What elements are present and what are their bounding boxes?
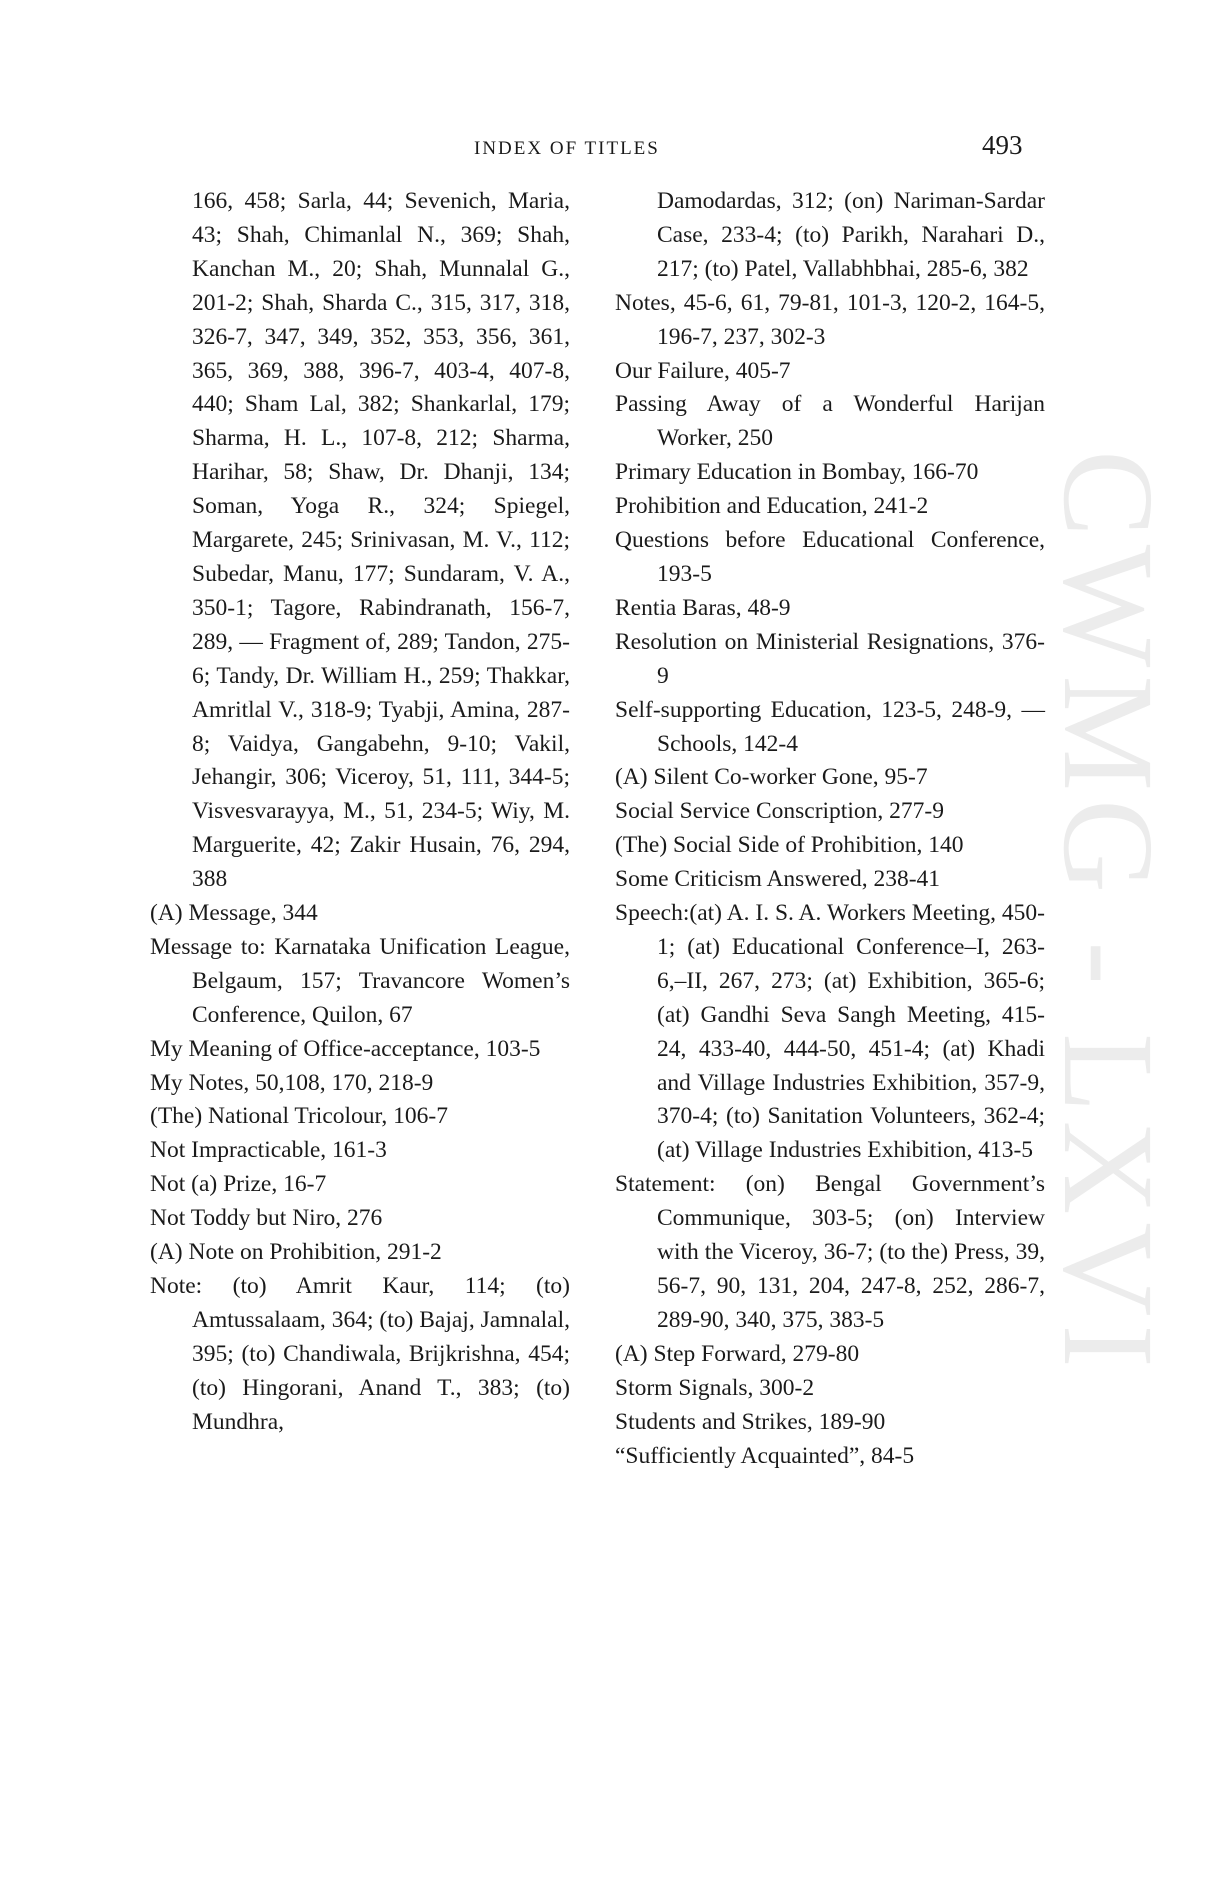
watermark: CWMG - LXVI [1036, 450, 1180, 1376]
index-entry-text: Note: (to) Amrit Kaur, 114; (to) Amtussalaam, 364; (to) Bajaj, Jamnalal, 395; (to) Chandiwala, Brijkrishna, 454; (to) Hingorani, Anand T., 383; (to) Mundhra, [150, 1273, 570, 1435]
index-entry-text: Notes, 45-6, 61, 79-81, 101-3, 120-2, 164-5, 196-7, 237, 302-3 [615, 289, 1045, 350]
index-entry [615, 355, 1045, 389]
index-entry-text: (A) Message, 344 [150, 900, 318, 927]
index-entry-text: Statement: (on) Bengal Government’s Communique, 303-5; (on) Interview with the Viceroy, 36-7; (to the) Press, 39, 56-7, 90, 131, 204, 247-8, 252, 286-7, 289-90, 340, 375, 383-5 [615, 1171, 1045, 1333]
running-title: INDEX OF TITLES [474, 138, 660, 159]
index-entry [615, 626, 1045, 694]
index-entry-text: Prohibition and Education, 241-2 [615, 493, 929, 520]
index-entry-text: Not Toddy but Niro, 276 [150, 1205, 383, 1232]
index-entry-text: 166, 458; Sarla, 44; Sevenich, Maria, 43; Shah, Chimanlal N., 369; Shah, Kanchan M., 20; Shah, Munnalal G., 201-2; Shah, Sharda C., 315, 317, 318, 326-7, 347, 349, 352, 353, 356, 361, 365, 369, 388, 396-7, 403-4, 407-8, 440; Sham Lal, 382; Shankarlal, 179; Sharma, H. L., 107-8, 212; Sharma, Harihar, 58; Shaw, Dr. Dhanji, 134; Soman, Yoga R., 324; Spiegel, Margarete, 245; Srinivasan, M. V., 112; Subedar, Manu, 177; Sundaram, V. A., 350-1; Tagore, Rabindranath, 156-7, 289, — Fragment of, 289; Tandon, 275-6; Tandy, Dr. William H., 259; Thakkar, Amritlal V., 318-9; Tyabji, Amina, 287-8; Vaidya, Gangabehn, 9-10; Vakil, Jehangir, 306; Viceroy, 51, 111, 344-5; Visvesvarayya, M., 51, 234-5; Wiy, M. Marguerite, 42; Zakir Husain, 76, 294, 388 [192, 188, 570, 893]
index-column-right [615, 185, 1045, 1473]
page-number: 493 [982, 130, 1023, 160]
index-entry [615, 185, 1045, 287]
index-entry [615, 592, 1045, 626]
index-entry-text: My Notes, 50,108, 170, 218-9 [150, 1069, 434, 1096]
index-entry-text: Some Criticism Answered, 238-41 [615, 866, 941, 893]
index-entry [615, 1338, 1045, 1372]
index-entry-text: Storm Signals, 300-2 [615, 1374, 815, 1401]
index-entry-text: Rentia Baras, 48-9 [615, 594, 791, 621]
index-entry-text: Questions before Educational Conference, 193-5 [615, 527, 1045, 587]
index-entry [615, 1168, 1045, 1338]
index-entry [150, 1033, 570, 1067]
index-entry-text: Speech:(at) A. I. S. A. Workers Meeting, 450-1; (at) Educational Conference–I, 263-6,–II, 267, 273; (at) Exhibition, 365-6; (at) Gandhi Seva Sangh Meeting, 415-24, 433-40, 444-50, 451-4; (at) Khadi and Village Industries Exhibition, 357-9, 370-4; (to) Sanitation Volunteers, 362-4; (at) Village Industries Exhibition, 413-5 [615, 900, 1045, 1164]
index-entry-text: Primary Education in Bombay, 166-70 [615, 459, 979, 486]
index-entry [150, 931, 570, 1033]
index-column-left [150, 185, 570, 1440]
index-entry [150, 897, 570, 931]
page-header [0, 130, 1229, 170]
index-entry-text: My Meaning of Office-acceptance, 103-5 [150, 1035, 541, 1062]
index-entry [150, 1067, 570, 1101]
index-entry [615, 863, 1045, 897]
index-entry-text: “Sufficiently Acquainted”, 84-5 [615, 1442, 915, 1469]
index-entry [615, 897, 1045, 1168]
index-entry [615, 524, 1045, 592]
index-entry-text: Students and Strikes, 189-90 [615, 1408, 886, 1435]
index-entry-text: Not (a) Prize, 16-7 [150, 1171, 327, 1198]
index-entry [150, 1270, 570, 1440]
index-entry [615, 287, 1045, 355]
index-entry-text: Self-supporting Education, 123-5, 248-9, — Schools, 142-4 [615, 696, 1045, 757]
index-entry-text: (A) Step Forward, 279-80 [615, 1340, 860, 1367]
index-entry [615, 1440, 1045, 1474]
index-entry-text: Social Service Conscription, 277-9 [615, 798, 944, 825]
index-entry-text: (A) Silent Co-worker Gone, 95-7 [615, 764, 928, 791]
index-entry [615, 761, 1045, 795]
index-entry [150, 1168, 570, 1202]
index-entry-text: Resolution on Ministerial Resignations, 376-9 [615, 628, 1045, 689]
index-entry [615, 795, 1045, 829]
index-entry [150, 1134, 570, 1168]
index-entry-text: Damodardas, 312; (on) Nariman-Sardar Case, 233-4; (to) Parikh, Narahari D., 217; (to) Patel, Vallabhbhai, 285-6, 382 [657, 188, 1045, 282]
index-entry [615, 1372, 1045, 1406]
index-entry [615, 456, 1045, 490]
index-entry [150, 1202, 570, 1236]
index-entry-text: Our Failure, 405-7 [615, 357, 791, 384]
index-entry [150, 1100, 570, 1134]
index-entry [615, 490, 1045, 524]
index-entry-text: (A) Note on Prohibition, 291-2 [150, 1239, 442, 1266]
index-entry-text: Passing Away of a Wonderful Harijan Worker, 250 [615, 391, 1045, 452]
index-entry-text: Not Impracticable, 161-3 [150, 1137, 387, 1164]
index-entry-text: (The) Social Side of Prohibition, 140 [615, 832, 964, 859]
index-entry [150, 1236, 570, 1270]
index-entry [615, 1406, 1045, 1440]
index-entry-text: (The) National Tricolour, 106-7 [150, 1103, 448, 1130]
index-entry [615, 694, 1045, 762]
index-entry [150, 185, 570, 897]
index-entry-text: Message to: Karnataka Unification League, Belgaum, 157; Travancore Women’s Conference, Quilon, 67 [150, 933, 570, 1028]
index-entry [615, 829, 1045, 863]
index-entry [615, 388, 1045, 456]
